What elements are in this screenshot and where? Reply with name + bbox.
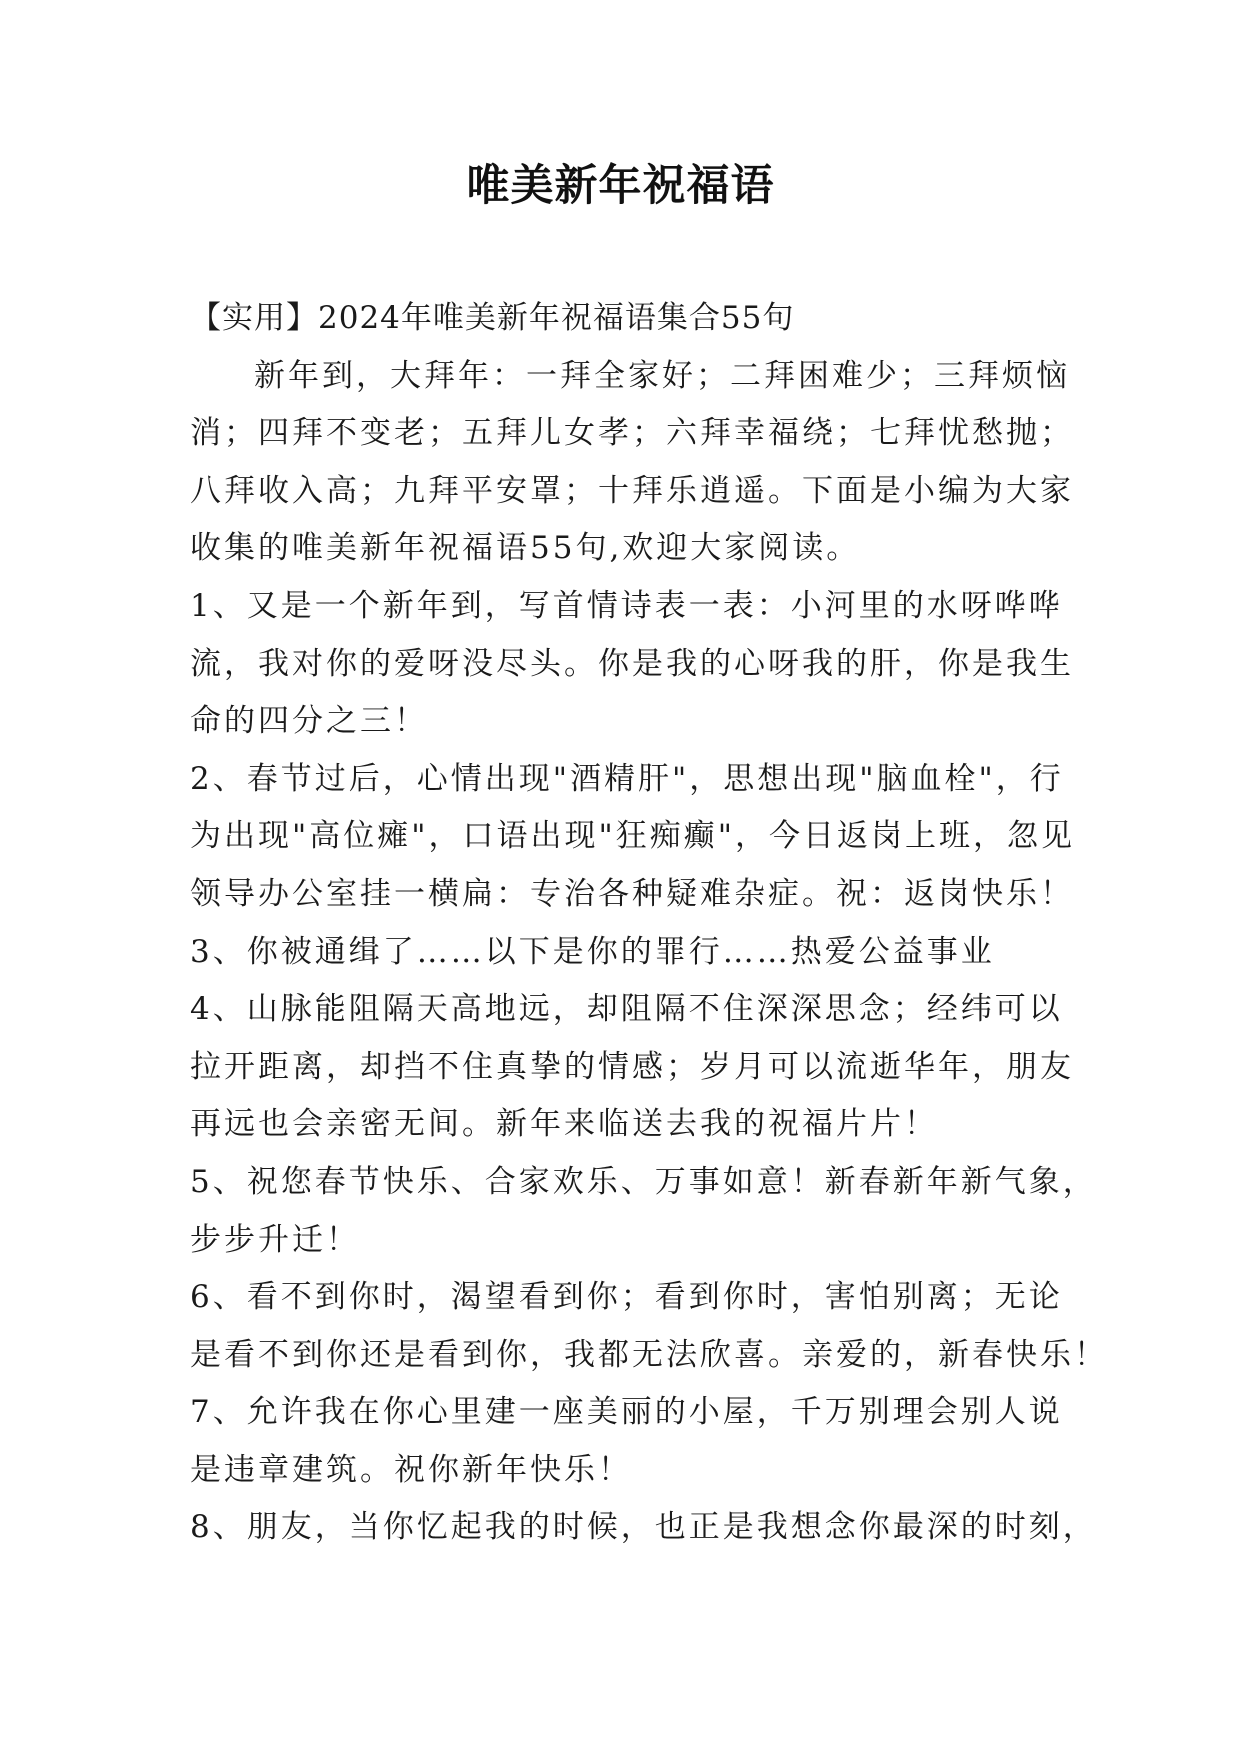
paragraph-line: 6、看不到你时，渴望看到你；看到你时，害怕别离；无论 [190,1279,1063,1316]
paragraph-line: 2、春节过后，心情出现"酒精肝"，思想出现"脑血栓"，行 [190,760,1064,797]
subtitle-line: 【实用】2024年唯美新年祝福语集合55句 [190,300,795,336]
paragraph-line: 命的四分之三！ [190,703,428,740]
paragraph-line: 4、山脉能阻隔天高地远，却阻隔不住深深思念；经纬可以 [190,991,1063,1028]
paragraph-line: 再远也会亲密无间。新年来临送去我的祝福片片！ [190,1106,938,1143]
paragraph-line: 步步升迁！ [190,1221,360,1258]
paragraph-line: 是违章建筑。祝你新年快乐！ [190,1451,632,1488]
document-title: 唯美新年祝福语 [466,161,775,211]
paragraph-line: 流，我对你的爱呀没尽头。你是我的心呀我的肝，你是我生 [190,645,1074,682]
paragraph-line: 1、又是一个新年到，写首情诗表一表：小河里的水呀哗哗 [190,587,1063,624]
paragraph-line: 是看不到你还是看到你，我都无法欣喜。亲爱的，新春快乐！ [190,1336,1108,1373]
intro-line: 八拜收入高；九拜平安罩；十拜乐逍遥。下面是小编为大家 [190,472,1074,509]
paragraph-line: 8、朋友，当你忆起我的时候，也正是我想念你最深的时刻， [190,1509,1097,1546]
intro-line: 新年到，大拜年：一拜全家好；二拜困难少；三拜烦恼 [254,357,1070,394]
paragraph-line: 3、你被通缉了……以下是你的罪行……热爱公益事业 [190,933,995,970]
paragraph-line: 为出现"高位瘫"，口语出现"狂痴癫"，今日返岗上班，忽见 [190,818,1076,855]
paragraph-line: 拉开距离，却挡不住真挚的情感；岁月可以流逝华年，朋友 [190,1048,1074,1085]
paragraph-line: 5、祝您春节快乐、合家欢乐、万事如意！新春新年新气象， [190,1163,1097,1200]
paragraph-line: 领导办公室挂一横扁：专治各种疑难杂症。祝：返岗快乐！ [190,875,1074,912]
paragraph-line: 7、允许我在你心里建一座美丽的小屋，千万别理会别人说 [190,1394,1063,1431]
intro-line: 收集的唯美新年祝福语55句,欢迎大家阅读。 [190,530,861,567]
document-body [190,290,1108,1557]
intro-line: 消；四拜不变老；五拜儿女孝；六拜幸福绕；七拜忧愁抛； [190,415,1074,452]
